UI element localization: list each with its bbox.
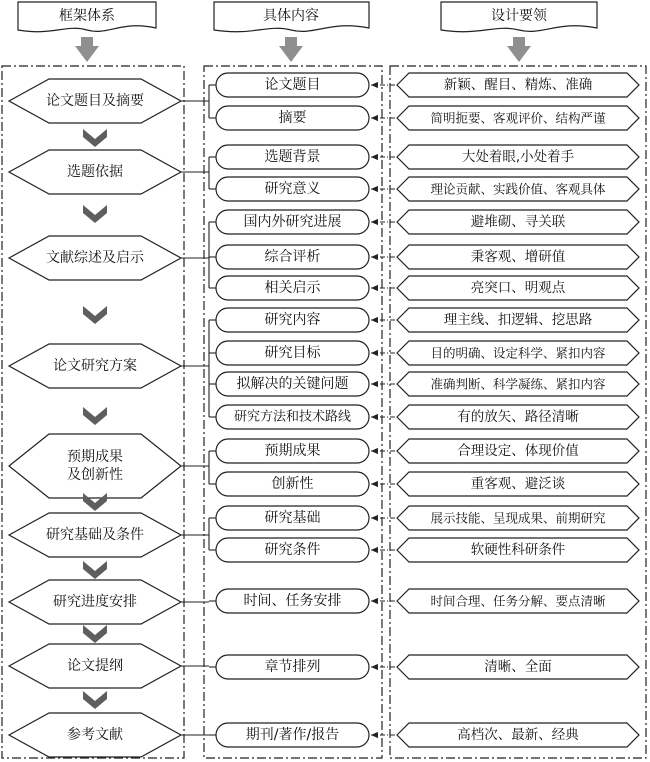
framework-label: 选题依据 (67, 164, 123, 180)
principle-label: 新颖、醒目、精炼、准确 (443, 77, 593, 93)
principle-label: 有的放矢、路径清晰 (457, 409, 579, 425)
content-label: 研究方法和技术路线 (233, 409, 352, 425)
principle-label: 软硬性科研条件 (470, 542, 566, 558)
content-label: 期刊/著作/报告 (245, 727, 340, 743)
content-label: 综合评析 (264, 249, 321, 265)
content-label: 国内外研究进展 (243, 214, 342, 230)
framework-label: 预期成果 (67, 449, 123, 465)
content-label: 研究内容 (264, 312, 321, 328)
chevron-down-icon (83, 691, 107, 709)
header-content: 具体内容 (263, 8, 319, 24)
framework-label: 文献综述及启示 (46, 250, 144, 266)
chevron-down-icon (83, 625, 107, 643)
content-label: 预期成果 (264, 443, 321, 459)
content-label: 研究条件 (264, 542, 321, 558)
principle-label: 简明扼要、客观评价、结构严谨 (430, 110, 606, 126)
principle-label: 亮突口、明观点 (470, 280, 566, 296)
content-label: 研究目标 (264, 345, 321, 361)
content-label: 章节排列 (264, 659, 321, 675)
principle-label: 时间合理、任务分解、要点清晰 (430, 593, 606, 609)
header-principles: 设计要领 (491, 8, 547, 24)
header-arrow-framework (75, 37, 99, 62)
principle-label: 重客观、避泛谈 (470, 476, 566, 492)
framework-label: 研究进度安排 (53, 594, 137, 610)
principle-label: 目的明确、设定科学、紧扣内容 (430, 345, 606, 361)
content-label: 选题背景 (264, 149, 321, 165)
chevron-down-icon (83, 306, 107, 324)
framework-label: 论文提纲 (67, 658, 123, 674)
content-label: 创新性 (271, 476, 314, 492)
framework-label: 论文题目及摘要 (46, 93, 144, 109)
content-label: 摘要 (278, 110, 307, 126)
framework-label: 参考文献 (67, 727, 123, 743)
principle-label: 清晰、全面 (484, 659, 552, 675)
principle-label: 大处着眼,小处着手 (461, 149, 575, 165)
principle-label: 避堆砌、寻关联 (470, 214, 566, 230)
principle-label: 合理设定、体现价值 (457, 443, 579, 459)
framework-node (9, 434, 181, 498)
principle-label: 高档次、最新、经典 (457, 727, 579, 743)
chevron-down-icon (83, 129, 107, 147)
chevron-down-icon (83, 205, 107, 223)
header-arrow-principles (507, 37, 531, 62)
content-label: 论文题目 (264, 77, 321, 93)
header-framework: 框架体系 (59, 8, 115, 24)
framework-label: 研究基础及条件 (46, 527, 144, 543)
content-label: 研究基础 (264, 510, 321, 526)
principle-label: 秉客观、增研值 (470, 249, 566, 265)
framework-label: 论文研究方案 (53, 358, 137, 374)
header-arrow-content (279, 37, 303, 62)
content-label: 拟解决的关键问题 (236, 376, 349, 392)
principle-label: 展示技能、呈现成果、前期研究 (430, 510, 606, 526)
chevron-down-icon (83, 561, 107, 579)
content-label: 时间、任务安排 (243, 593, 342, 609)
framework-label: 及创新性 (67, 467, 123, 483)
content-label: 研究意义 (264, 181, 321, 197)
principle-label: 理主线、扣逻辑、挖思路 (443, 312, 593, 328)
principle-label: 准确判断、科学凝练、紧扣内容 (430, 376, 606, 392)
principle-label: 理论贡献、实践价值、客观具体 (430, 181, 606, 197)
content-label: 相关启示 (264, 280, 321, 296)
chevron-down-icon (83, 407, 107, 425)
